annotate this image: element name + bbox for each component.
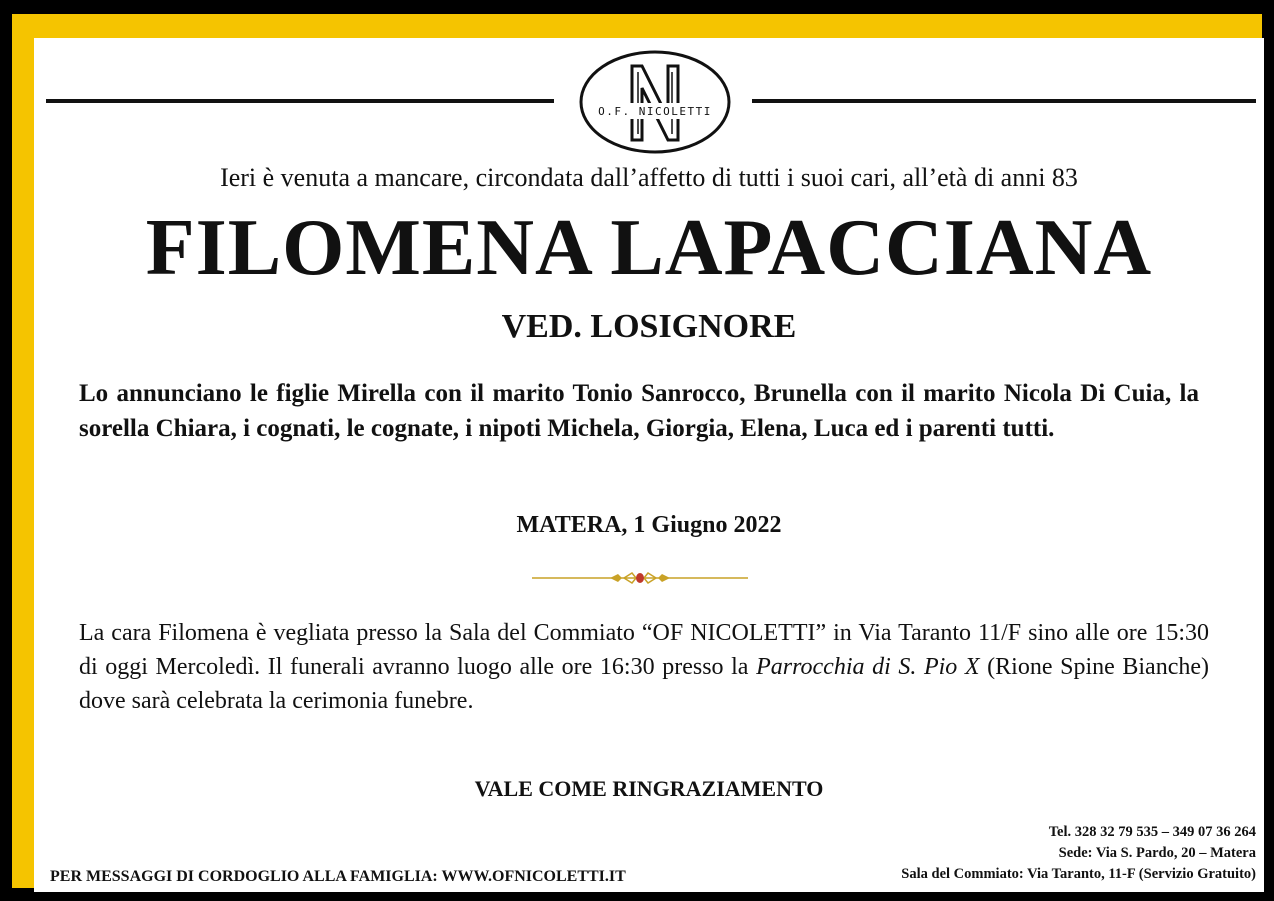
wake-text-2: (Rione Spine Bianche) dove sarà celebrata la cerimonia funebre. bbox=[79, 654, 1209, 714]
header-rule-right bbox=[752, 99, 1256, 103]
condolences-message: PER MESSAGGI DI CORDOGLIO ALLA FAMIGLIA: WWW.OFNICOLETTI.IT bbox=[50, 868, 626, 885]
logo-monogram-icon bbox=[560, 48, 750, 156]
notice-gold-border bbox=[12, 14, 1262, 888]
intro-text: Ieri è venuta a mancare, circondata dall’affetto di tutti i suoi cari, all’età di anni 83 bbox=[220, 163, 1078, 192]
wake-text-1: La cara Filomena è vegliata presso la Sala del Commiato “OF NICOLETTI” in Via Taranto 11/F sino alle ore 15:30 di oggi Mercoledì. Il funerali avranno luogo alle ore 16:30 presso la bbox=[79, 620, 1209, 680]
header-rule-left bbox=[46, 99, 554, 103]
contact-sede: Sede: Via S. Pardo, 20 – Matera bbox=[1058, 845, 1256, 861]
widow-of-text: VED. LOSIGNORE bbox=[501, 308, 797, 345]
contact-block bbox=[901, 822, 1256, 885]
thanks-text: VALE COME RINGRAZIAMENTO bbox=[474, 776, 824, 801]
notice-paper bbox=[34, 38, 1264, 892]
place-date: MATERA, 1 Giugno 2022 bbox=[516, 512, 782, 538]
announcement-paragraph: Lo annunciano le figlie Mirella con il marito Tonio Sanrocco, Brunella con il marito Nicola Di Cuia, la sorella Chiara, i cognati, le cognate, i nipoti Michela, Giorgia, Elena, Luca ed i parenti tutti. bbox=[79, 380, 1199, 442]
wake-paragraph bbox=[79, 616, 1209, 718]
divider-ornament-icon bbox=[532, 569, 748, 587]
logo-text: O.F. NICOLETTI bbox=[598, 105, 712, 118]
contact-sala: Sala del Commiato: Via Taranto, 11-F (Servizio Gratuito) bbox=[901, 866, 1256, 882]
church-name: Parrocchia di S. Pio X bbox=[756, 654, 980, 680]
deceased-name: FILOMENA LAPACCIANA bbox=[145, 204, 1153, 292]
nicoletti-logo bbox=[560, 48, 750, 156]
contact-tel: Tel. 328 32 79 535 – 349 07 36 264 bbox=[1048, 824, 1256, 840]
